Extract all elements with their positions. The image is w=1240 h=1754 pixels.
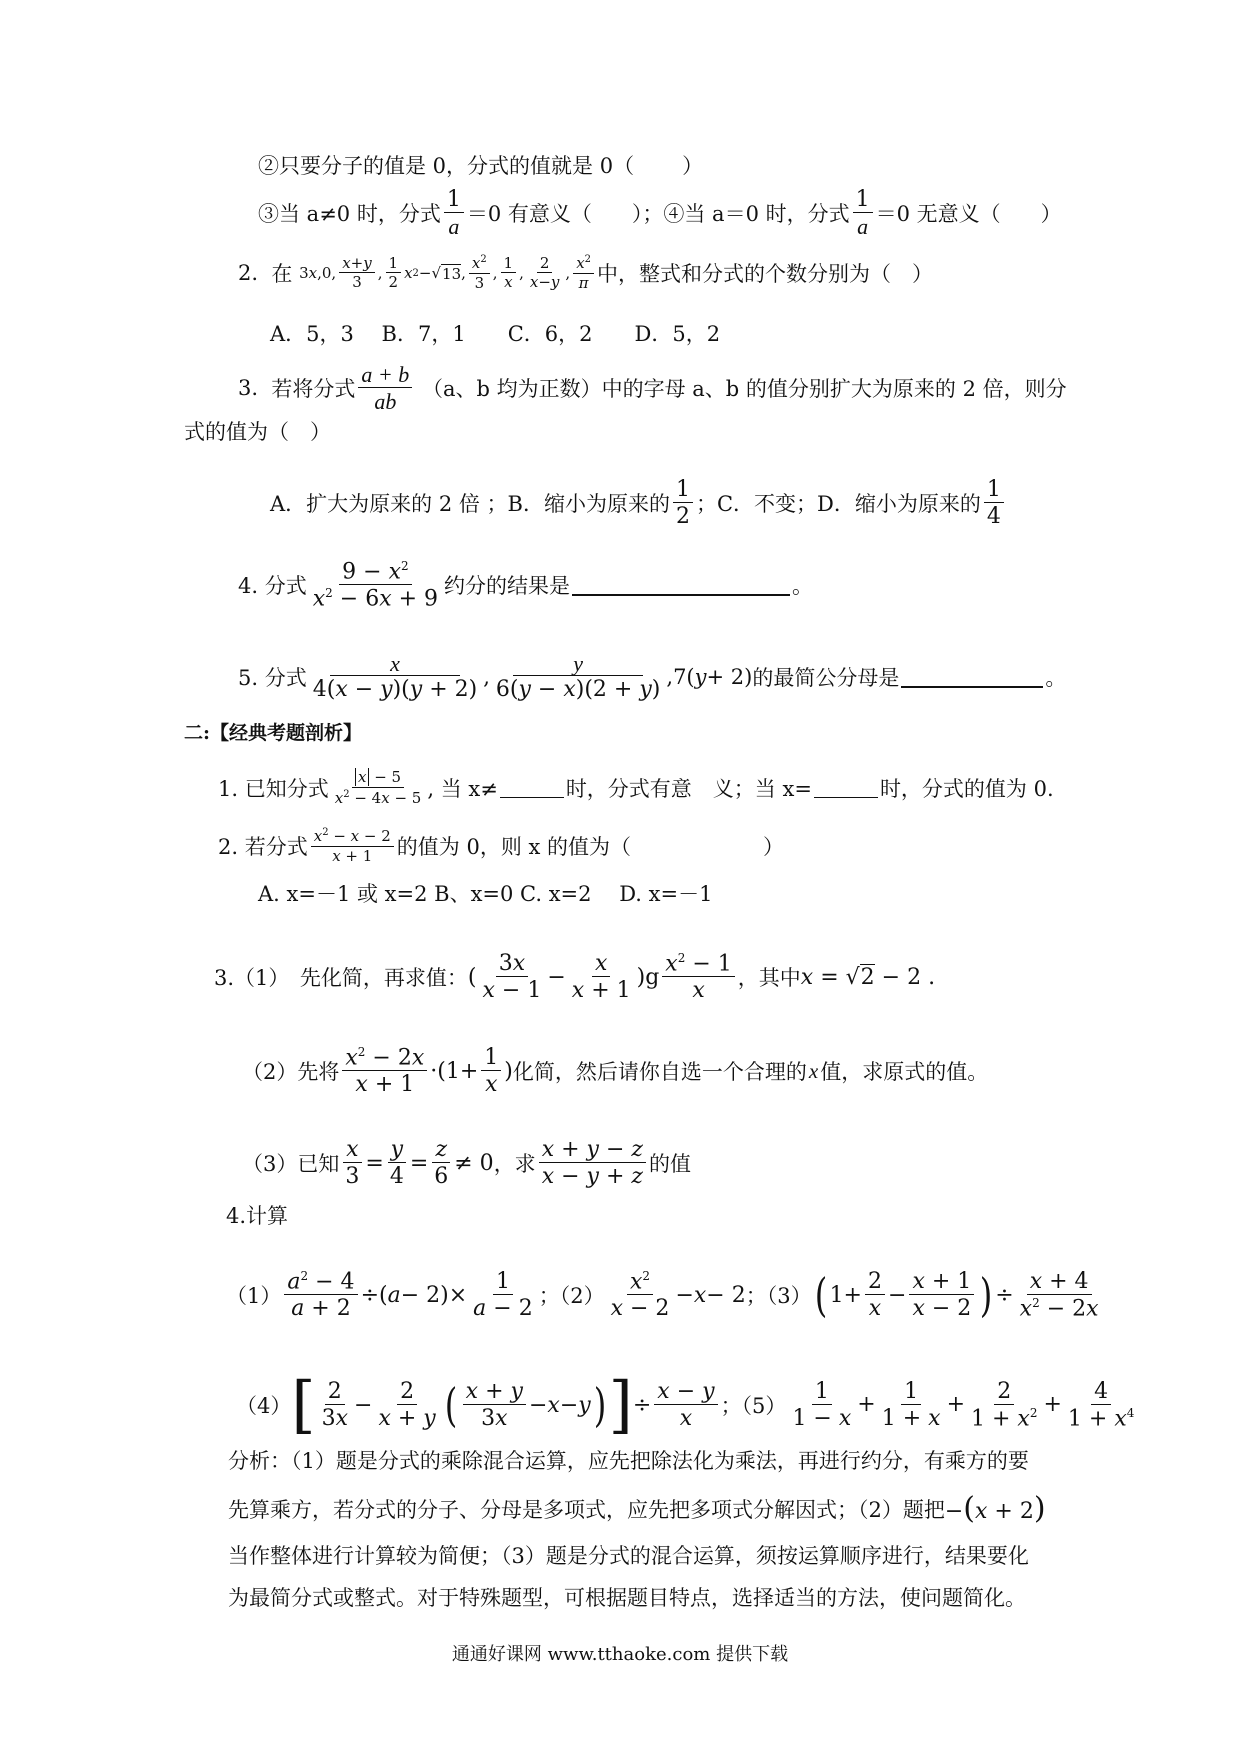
expression-part-2: $\frac{x^2 - 2x}{x + 1}$ ·(1+ $\frac{1}{x}$ ) xyxy=(339,1046,513,1097)
question-3-options xyxy=(270,478,1007,528)
analysis-line-1-text: 分析：（1）题是分式的乘除混合运算，应先把除法化为乘法，再进行约分，有乘方的要 xyxy=(228,1449,1029,1473)
question-2 xyxy=(238,255,933,292)
question-3-line-2 xyxy=(184,416,331,446)
item-4-mid: ＝0 无意义（ xyxy=(875,202,1001,227)
fraction-a-plus-b-over-ab: $\frac{a + b}{ab}$ xyxy=(358,363,412,413)
s2q2-prefix: 2. 若分式 xyxy=(218,835,308,860)
fraction-9-minus-x2: $\frac{9 - x^2}{x^2 - 6x + 9}$ xyxy=(312,559,439,612)
calc-1-label: （1） xyxy=(226,1284,282,1309)
fraction-one-half: $\frac{1}{2}$ xyxy=(673,478,693,528)
question-3-line-2-text: 式的值为（ ） xyxy=(184,420,331,444)
fraction-x2-minus-x-minus-2: $\frac{x^2 - x - 2}{x + 1}$ xyxy=(311,828,394,865)
section-2-question-3-part-3 xyxy=(242,1138,691,1188)
calc-5-label: ；（5） xyxy=(720,1394,787,1418)
answer-blank[interactable] xyxy=(572,574,790,596)
value-x: x = √2 − 2 . xyxy=(800,964,936,990)
item-2-text: ②只要分子的值是 0，分式的值就是 0（ xyxy=(258,154,635,178)
fraction-xyz: $\frac{x + y - z}{x - y + z}$ xyxy=(539,1138,646,1188)
answer-blank[interactable] xyxy=(500,779,564,798)
s2q2-options-text: A. x=－1 或 x=2 B、x=0 C. x=2 D. x=－1 xyxy=(258,882,713,906)
analysis-line-2-text: 先算乘方，若分式的分子、分母是多项式，应先把多项式分解因式；（2）题把 xyxy=(228,1497,945,1522)
question-2-prefix: 在 xyxy=(271,262,293,287)
s2q3-part-3-mid: ，求 xyxy=(493,1152,536,1177)
s2q1-prefix: 1. 已知分式 xyxy=(218,777,329,802)
analysis-line-3-text: 当作整体进行计算较为简便；（3）题是分式的混合运算，须按运算顺序进行，结果要化 xyxy=(228,1544,1029,1568)
footer-text: 通通好课网 www.tthaoke.com 提供下载 xyxy=(451,1644,789,1665)
expression-simplify: ( $\frac{3x}{x - 1}$ − $\frac{x}{x + 1}$ )g $\frac{x^2 - 1}{x}$ xyxy=(468,952,738,1003)
section-2-title xyxy=(184,718,362,745)
question-2-options xyxy=(270,318,720,348)
section-2-question-4-title xyxy=(226,1200,288,1230)
question-4-suffix: 约分的结果是 xyxy=(444,574,571,599)
question-5-suffix: 的最简公分母是 xyxy=(752,665,900,690)
question-2-suffix: 中，整式和分式的个数分别为（ ） xyxy=(597,262,934,287)
calc-line-2 xyxy=(236,1368,1140,1441)
question-4-prefix: 4. 分式 xyxy=(238,574,307,599)
calc-3-expression: ( 1+ $\frac{2}{x}$ − $\frac{x + 1}{x - 2}$ ) ÷ $\frac{x + 4}{x^2 - 2x}$ xyxy=(814,1268,1099,1323)
s2q3-part-3-suffix: 的值 xyxy=(648,1152,691,1177)
s2q3-part-1-prefix: 3.（1） 先化简，再求值： xyxy=(214,966,468,991)
analysis-line-4-text: 为最简分式或整式。对于特殊题型，可根据题目特点，选择适当的方法，使问题简化。 xyxy=(228,1586,1026,1610)
s2q1-mid: , 当 x≠ xyxy=(427,777,498,802)
s2q3-part-1-suffix: ，其中 xyxy=(737,966,801,991)
question-4-end: 。 xyxy=(792,574,814,599)
section-2-question-1 xyxy=(218,770,1054,807)
fraction-abs-x-minus-5: $\frac{x - 5}{x^2 - 4x - 5}$ xyxy=(334,768,422,807)
item-2-close: ） xyxy=(682,154,704,178)
item-4-prefix: ④当 a＝0 时，分式 xyxy=(663,202,850,227)
fraction-one-quarter: $\frac{1}{4}$ xyxy=(984,478,1004,528)
section-2-question-3-part-2: （2）先将 $\frac{x^2 - 2x}{x + 1}$ ·(1+ $\frac{1}{x}$ ) 化简，然后请你自选一个合理的 x 值，求原式的值。 xyxy=(242,1045,989,1098)
s2q4-title-text: 4.计算 xyxy=(226,1204,289,1228)
question-5-end: 。 xyxy=(1045,665,1067,690)
expression-list: 3 x ,0, $\frac{x+y}{3}$ , $\frac{1}{2}$ x 2 −√ 13 , $\frac{x^2}{3}$ , $\frac{1}{x}$ , $\frac{2}{x-y}$ , $\frac{x^2}{\pi}$ xyxy=(299,255,597,292)
calc-1-expression: $\frac{a^2 - 4}{a + 2}$ ÷( a − 2)× $\frac{1}{a - 2}$ xyxy=(281,1270,538,1321)
fraction-1-over-a: $\frac{1}{a}$ xyxy=(444,188,464,238)
fraction-x-over-denominator: $\frac{x}{4(x - y)(y + 2)}$ xyxy=(312,651,478,703)
page-footer xyxy=(0,1640,1240,1666)
section-2-question-2 xyxy=(218,828,784,865)
question-5: 5. 分式 $\frac{x}{4(x - y)(y + 2)}$ , $\frac{y}{6(y - x)(2 + y)}$ ,7( y + 2) 的最简公分母是 。 xyxy=(238,651,1067,703)
fraction-1-over-a-2: $\frac{1}{a}$ xyxy=(853,188,873,238)
question-3-prefix: 若将分式 xyxy=(271,377,356,402)
calc-2-label: ；（2） xyxy=(538,1284,605,1309)
section-2-question-3-part-1 xyxy=(214,952,935,1003)
s2q2-suffix: 的值为 0，则 x 的值为（ xyxy=(396,835,632,860)
s2q3-part-3-prefix: （3）已知 xyxy=(242,1152,340,1177)
s2q1-suffix: 时，分式的值为 0. xyxy=(879,777,1054,802)
question-3-number: 3. xyxy=(238,376,259,401)
fraction-y-over-denominator: $\frac{y}{6(y - x)(2 + y)}$ xyxy=(495,651,661,703)
s2q1-mid2: 时，分式有意 义；当 x= xyxy=(565,777,812,802)
question-1-item-2 xyxy=(258,150,703,180)
s2q3-part-2-suffix-2: 值，求原式的值。 xyxy=(820,1060,989,1085)
s2q2-close: ） xyxy=(763,835,785,860)
question-3 xyxy=(238,363,1067,413)
question-3-suffix: （a、b 均为正数）中的字母 a、b 的值分别扩大为原来的 2 倍，则分 xyxy=(421,377,1067,402)
answer-blank[interactable] xyxy=(901,666,1043,688)
calc-line-1 xyxy=(226,1270,1105,1321)
analysis-line-2 xyxy=(228,1491,1046,1526)
item-4-close: ） xyxy=(1040,202,1062,227)
calc-5-expression: $\frac{1}{1 - x}$ + $\frac{1}{1 + x}$ + $\frac{2}{1 + x^2}$ + $\frac{4}{1 + x^4}$ xyxy=(792,1378,1135,1432)
analysis-line-4 xyxy=(228,1582,1026,1612)
calc-4-expression: [ $\frac{2}{3x}$ − $\frac{2}{x + y}$ ( $\frac{x + y}{3x}$ − x − y ) ] ÷ $\frac{x - y}{x}$ xyxy=(291,1374,720,1436)
question-4 xyxy=(238,560,813,611)
section-2-question-2-options xyxy=(258,878,712,908)
question-3-option-a-b: A．扩大为原来的 2 倍 ；B．缩小为原来的 xyxy=(270,492,670,517)
analysis-expression: −(x + 2) xyxy=(944,1491,1046,1526)
s2q3-part-2-prefix: （2）先将 xyxy=(242,1060,340,1085)
calc-2-expression: $\frac{x^2}{x - 2}$ − x − 2 xyxy=(610,1269,746,1322)
question-2-options-text: A．5，3 B．7，1 C．6，2 D．5，2 xyxy=(270,322,721,346)
calc-4-label: （4） xyxy=(236,1394,292,1418)
item-3-prefix: ③当 a≠0 时，分式 xyxy=(258,202,441,227)
analysis-line-3 xyxy=(228,1540,1029,1570)
question-2-number: 2. xyxy=(238,261,259,286)
question-3-option-c-d: ；C．不变；D．缩小为原来的 xyxy=(695,492,981,517)
s2q3-part-2-suffix: 化简，然后请你自选一个合理的 xyxy=(512,1060,807,1085)
ratio-expression: $\frac{x}{3}$ = $\frac{y}{4}$ = $\frac{z}{6}$ ≠ 0 xyxy=(339,1138,493,1188)
question-5-prefix: 5. 分式 xyxy=(238,665,307,690)
answer-blank[interactable] xyxy=(814,779,878,798)
item-3-close: ）； xyxy=(631,202,664,227)
question-1-item-3-4 xyxy=(258,188,1062,238)
section-2-title-text: 二:【经典考题剖析】 xyxy=(184,722,363,744)
item-3-mid: ＝0 有意义（ xyxy=(466,202,592,227)
analysis-line-1 xyxy=(228,1445,1029,1475)
calc-3-label: ；（3） xyxy=(745,1284,812,1309)
